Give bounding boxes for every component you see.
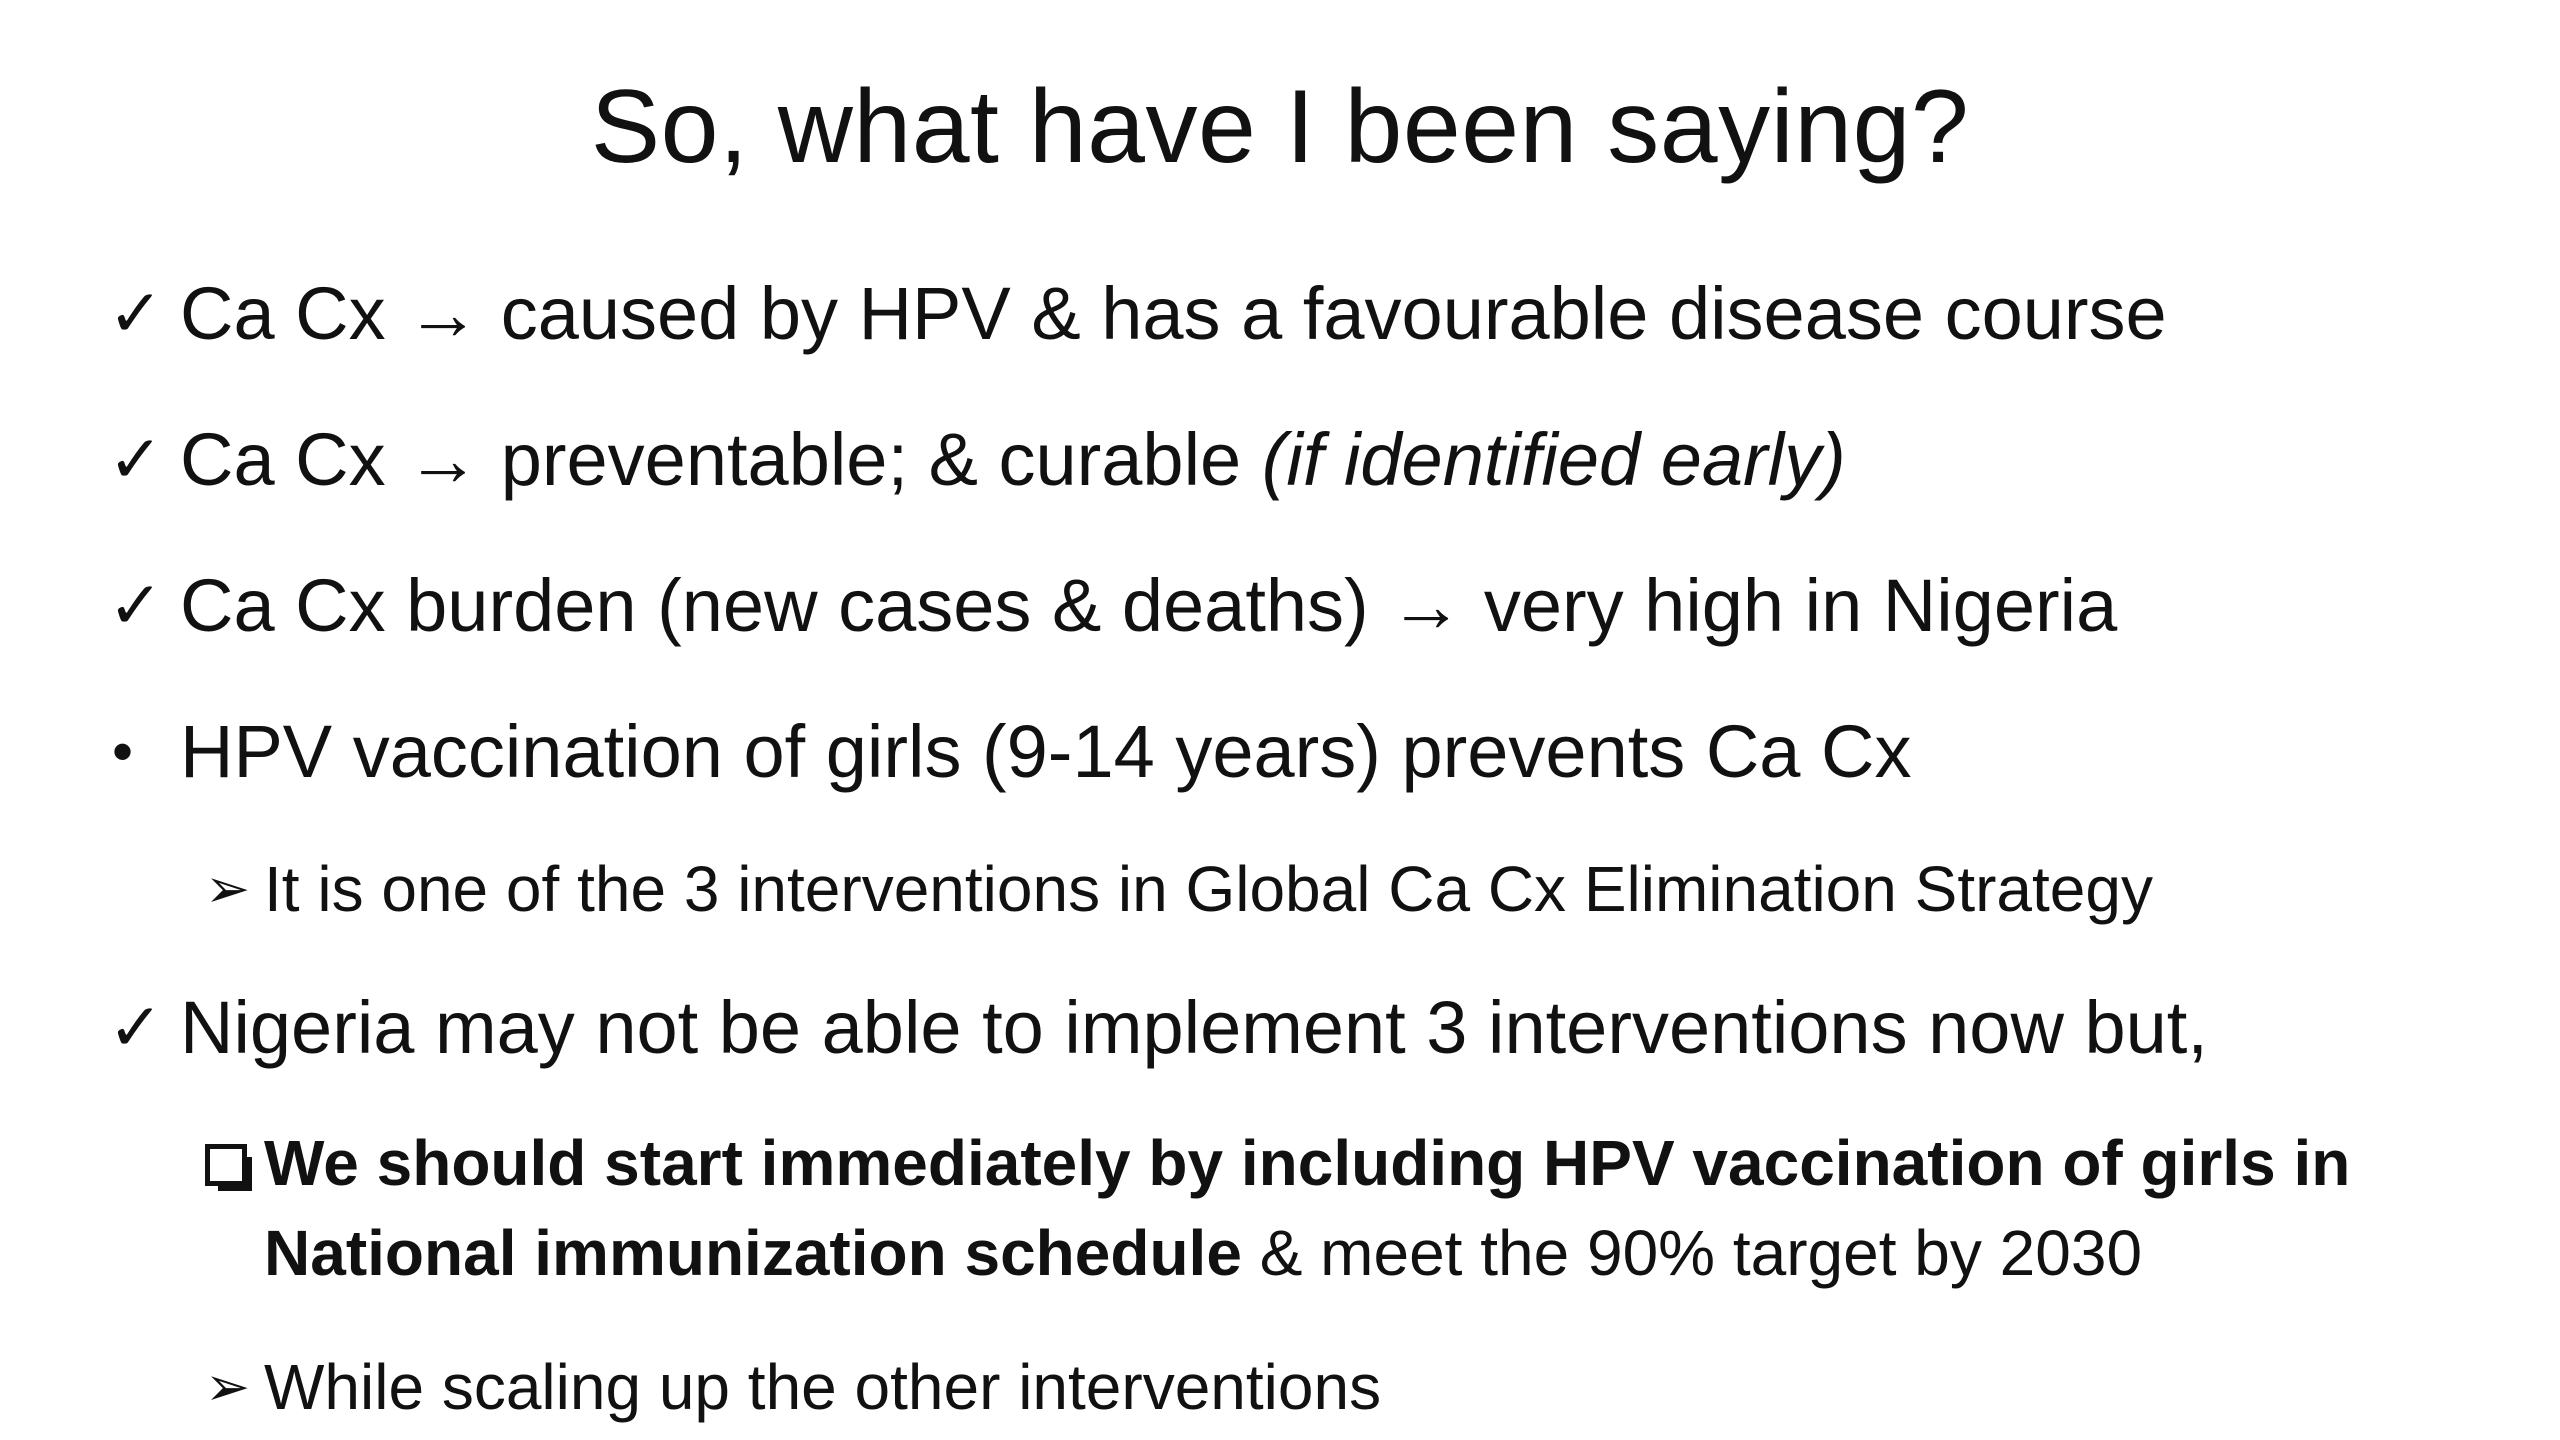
arrowhead-bullet-icon: ➢ <box>205 857 251 920</box>
check-mark-icon: ✓ <box>108 421 164 498</box>
check-mark-icon: ✓ <box>108 989 164 1066</box>
sub-item-2-text <box>264 1120 2350 1206</box>
bullet-item-4-text: HPV vaccination of girls (9-14 years) prevents Ca Cx <box>180 710 1912 793</box>
bullet-item-1-text: Ca Cx → caused by HPV & has a favourable disease course <box>180 272 2167 355</box>
check-mark-icon: ✓ <box>108 567 164 644</box>
sub-item-3-text: While scaling up the other interventions <box>264 1351 1382 1423</box>
check-mark-icon: ✓ <box>108 275 164 352</box>
sub-item-2-regular: & meet the 90% target by 2030 <box>1241 1217 2143 1289</box>
sub-item-2-bold-line2: National immunization schedule <box>264 1217 1242 1289</box>
checkbox-bullet-icon <box>205 1120 265 1207</box>
bullet-item-2-main: Ca Cx → preventable; & curable <box>180 418 1262 501</box>
bullet-item-3-text: Ca Cx burden (new cases & deaths) → very high in Nigeria <box>180 564 2118 647</box>
sub-item-2-line2-text <box>264 1210 2142 1296</box>
bullet-item-5-text: Nigeria may not be able to implement 3 interventions now but, <box>180 986 2208 1069</box>
sub-item-2-bold-line1: We should start immediately by including HPV vaccination of girls in <box>264 1127 2351 1199</box>
arrowhead-bullet-icon: ➢ <box>205 1355 251 1418</box>
slide-title: So, what have I been saying? <box>590 69 1970 185</box>
bullet-dot-icon: • <box>112 718 134 785</box>
bullet-item-2-italic: (if identified early) <box>1261 418 1846 501</box>
bullet-item-2-text <box>180 414 1846 506</box>
sub-item-1-text: It is one of the 3 interventions in Global Ca Cx Elimination Strategy <box>264 853 2153 925</box>
